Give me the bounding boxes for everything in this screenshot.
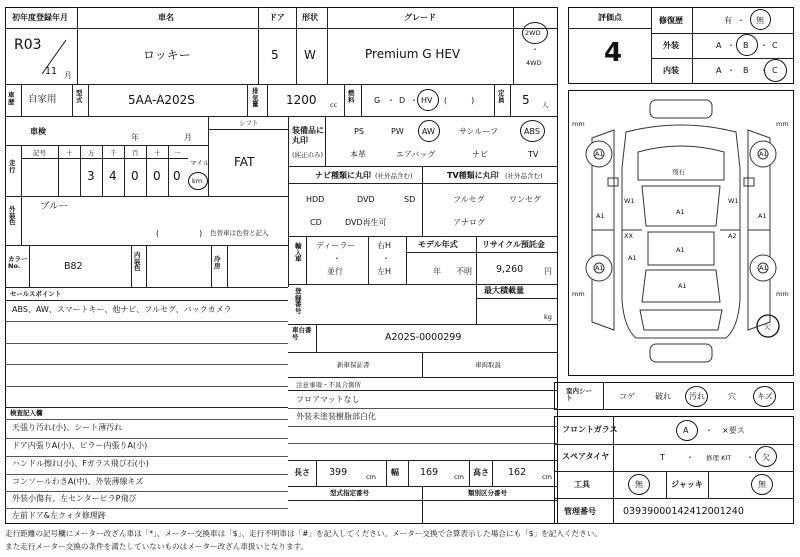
footer-line-2: また走行メーター交換の条件を満たしていないものはメーター改ざん車扱いとなります。 bbox=[5, 542, 309, 551]
seat-tear: 破れ bbox=[655, 392, 671, 401]
diagram-mm-4: mm bbox=[776, 290, 789, 298]
equip-leather: 本革 bbox=[350, 150, 366, 159]
diagram-label-13: A1 bbox=[758, 212, 767, 220]
footer-line-1: 走行距離の記号欄にメーター改ざん車は「*」、メーター交換車は「$」、走行不明車は「#」を記入してください。メーター交換で合算表示した場合にも「$」を記入ください。 bbox=[5, 529, 602, 538]
shape-label: 形状 bbox=[302, 13, 318, 22]
diagram-label-7: XX bbox=[624, 232, 633, 240]
mileage-symbol-label: 記号 bbox=[33, 149, 46, 157]
tv-label: TV種類に丸印 bbox=[447, 171, 499, 180]
jack-value: 無 bbox=[758, 480, 766, 489]
import-dot: ・ bbox=[333, 254, 341, 263]
inspection-label: 車検 bbox=[30, 127, 46, 136]
type-designation-label: 型式指定番号 bbox=[330, 489, 369, 497]
navi-hdd: HDD bbox=[306, 195, 325, 204]
diagram-label-9: A1 bbox=[676, 246, 685, 254]
diagram-label-3: A1 bbox=[759, 264, 768, 272]
color-note: 色替車は色替と記入 bbox=[210, 229, 269, 237]
mileage-digit-3: 0 bbox=[153, 169, 161, 183]
width-label: 幅 bbox=[391, 468, 399, 477]
import-right-h: 右H bbox=[377, 241, 392, 250]
spare-tire-label: スペアタイヤ bbox=[562, 452, 610, 461]
shift-value: FAT bbox=[234, 155, 255, 169]
tv-oneseg: ワンセグ bbox=[509, 195, 541, 204]
diagram-mm-3: mm bbox=[572, 290, 585, 298]
drive-dot: ・ bbox=[531, 45, 539, 54]
import-parallel: 並行 bbox=[327, 267, 343, 276]
import-dot-2: ・ bbox=[382, 254, 390, 263]
repair-no: 無 bbox=[756, 16, 764, 25]
navi-sub: (社外品含む) bbox=[375, 172, 413, 180]
drive-4wd: 4WD bbox=[526, 59, 542, 67]
car-name: ロッキー bbox=[143, 48, 191, 62]
grade-label: グレード bbox=[404, 13, 436, 22]
equip-ps: PS bbox=[354, 127, 364, 136]
tv-analog: アナログ bbox=[453, 218, 485, 227]
height-unit: cm bbox=[542, 473, 552, 481]
fuel-label: 燃料 bbox=[348, 89, 355, 104]
first-reg-label: 初年度登録年月 bbox=[12, 13, 68, 22]
import-left-h: 左H bbox=[377, 267, 392, 276]
chassis-label: 車台番号 bbox=[292, 326, 312, 341]
digit-header-5: 一 bbox=[174, 149, 181, 157]
mileage-digit-4: 0 bbox=[173, 169, 181, 183]
score-value: 4 bbox=[604, 38, 623, 68]
seat-stain: 汚れ bbox=[689, 392, 705, 401]
usage-label: 車歴 bbox=[8, 91, 15, 106]
capacity-unit: 人 bbox=[542, 101, 549, 109]
front-glass-label: フロントガラス bbox=[562, 425, 618, 434]
equip-airbag: エアバッグ bbox=[396, 150, 436, 159]
score-label: 評価点 bbox=[598, 13, 622, 22]
model-year-unit: 年 bbox=[433, 267, 441, 276]
navi-sd: SD bbox=[404, 195, 416, 204]
displacement-unit: cc bbox=[330, 101, 338, 109]
navi-dvd-play: DVD再生可 bbox=[345, 218, 387, 227]
digit-header-0: 十 bbox=[66, 149, 73, 157]
inspector-line-4: 外装小傷有、左センターピラP飛び bbox=[12, 494, 137, 503]
length-value: 399 bbox=[329, 467, 348, 478]
exterior-dot-1: ・ bbox=[727, 41, 735, 50]
tv-sub: (社外品含む) bbox=[505, 172, 543, 180]
diagram-label-0: A1 bbox=[595, 150, 604, 158]
inspector-line-0: 天張り汚れ(小)、シート薄汚れ bbox=[12, 423, 123, 432]
diagram-label-6: W1 bbox=[728, 197, 739, 205]
front-glass-replace: ×要ス bbox=[722, 426, 745, 435]
front-glass-dot: ・ bbox=[705, 426, 713, 435]
diagram-lack: 欠 bbox=[764, 323, 771, 331]
equipment-sub: (純正のみ) bbox=[292, 151, 324, 159]
tools-value: 無 bbox=[635, 480, 643, 489]
owner-manual: 車両取説 bbox=[475, 361, 501, 369]
equipment-label: 装備品に丸印 bbox=[292, 126, 324, 145]
equip-pw: PW bbox=[391, 127, 404, 136]
diagram-label-8: A2 bbox=[728, 232, 737, 240]
exterior-c: C bbox=[772, 41, 778, 50]
inspector-line-3: コンソールわきA(中)、外装薄線キズ bbox=[12, 477, 144, 486]
recycle-yen: 円 bbox=[544, 267, 552, 276]
interior-a: A bbox=[716, 66, 722, 75]
tv-fullseg: フルセグ bbox=[453, 195, 485, 204]
spare-tire-none: 欠 bbox=[762, 453, 770, 462]
width-unit: cm bbox=[454, 473, 464, 481]
interior-dot-2: ・ bbox=[760, 66, 768, 75]
diagram-mm-2: mm bbox=[776, 120, 789, 128]
model-year-unknown: 不明 bbox=[456, 267, 472, 276]
diagram-label-4: A1 bbox=[676, 208, 685, 216]
max-load-unit: kg bbox=[544, 313, 552, 321]
exterior-a: A bbox=[716, 41, 722, 50]
class-number-label: 類別区分番号 bbox=[468, 489, 507, 497]
notes-line-0: フロアマットなし bbox=[296, 395, 360, 404]
diagram-label-1: A1 bbox=[759, 150, 768, 158]
navi-dvd: DVD bbox=[357, 195, 375, 204]
import-label: 輸入車 bbox=[295, 242, 302, 263]
interior-b: B bbox=[743, 66, 749, 75]
registration-label: 登録番号 bbox=[295, 287, 302, 315]
mile-label: マイル bbox=[190, 159, 210, 167]
mileage-digit-0: 3 bbox=[87, 169, 95, 183]
equip-aw: AW bbox=[422, 127, 435, 136]
color-label: 外装色 bbox=[9, 205, 16, 226]
management-label: 管理番号 bbox=[564, 507, 596, 516]
first-reg-month-unit: 月 bbox=[64, 71, 72, 80]
capacity-value: 5 bbox=[522, 93, 530, 107]
usage-value: 自家用 bbox=[28, 94, 57, 105]
inspection-year-unit: 年 bbox=[131, 133, 139, 142]
exterior-dot-2: ・ bbox=[760, 41, 768, 50]
front-glass-value: A bbox=[683, 426, 689, 435]
mileage-label: 走行 bbox=[9, 159, 16, 174]
displacement-value: 1200 bbox=[286, 93, 317, 107]
digit-header-4: 十 bbox=[154, 149, 161, 157]
jack-label: ジャッキ bbox=[671, 480, 703, 489]
diagram-label-10: A1 bbox=[628, 254, 637, 262]
fuel-hv: HV bbox=[421, 96, 433, 105]
management-value: 03939000142412001240 bbox=[623, 506, 744, 517]
notes-label: 注意事項・不具合箇所 bbox=[296, 381, 361, 389]
navi-cd: CD bbox=[310, 218, 322, 227]
fuel-dot-2: ・ bbox=[410, 96, 418, 105]
interior-dot-1: ・ bbox=[727, 66, 735, 75]
import-dealer: ディーラー bbox=[316, 241, 356, 250]
shape-value: W bbox=[304, 48, 316, 62]
exterior-label: 外装 bbox=[663, 41, 679, 50]
length-unit: cm bbox=[366, 473, 376, 481]
diagram-mm-1: mm bbox=[572, 120, 585, 128]
width-value: 169 bbox=[420, 467, 439, 478]
aircon-label: 冷房 bbox=[214, 255, 221, 270]
door-label: ドア bbox=[269, 13, 285, 22]
drive-2wd: 2WD bbox=[525, 29, 541, 37]
model-year-label: モデル年式 bbox=[418, 240, 458, 249]
new-car-warranty: 新車保証書 bbox=[337, 361, 370, 369]
digit-header-3: 百 bbox=[132, 149, 139, 157]
first-reg-year: R03 bbox=[14, 37, 42, 53]
recycle-value: 9,260 bbox=[496, 264, 524, 275]
spare-tire-dot-2: ・ bbox=[746, 453, 754, 462]
interior-seat-label: 室内シート bbox=[566, 387, 592, 402]
shift-label: シフト bbox=[239, 119, 259, 127]
sales-points-label: セールスポイント bbox=[10, 290, 62, 298]
repair-history-label: 修復歴 bbox=[659, 16, 683, 25]
repair-dot: ・ bbox=[737, 16, 745, 25]
capacity-label: 定員 bbox=[498, 89, 505, 104]
fuel-g: G bbox=[374, 96, 381, 105]
interior-c: C bbox=[772, 66, 778, 75]
spare-tire-t: T bbox=[660, 453, 665, 462]
spare-tire-dot: ・ bbox=[686, 453, 694, 462]
equip-tv: TV bbox=[528, 150, 539, 159]
car-diagram bbox=[568, 90, 794, 376]
fuel-dot-1: ・ bbox=[387, 96, 395, 105]
inspection-month-unit: 月 bbox=[184, 133, 192, 142]
inspector-line-1: ドア内張りA(小)、ピラー内張りA(小) bbox=[12, 441, 148, 450]
diagram-label-12: A1 bbox=[596, 212, 605, 220]
inspector-line-5: 左前ドア&左クォタ修理跡 bbox=[12, 511, 106, 520]
diagram-label-5: W1 bbox=[624, 197, 635, 205]
model-value: 5AA-A202S bbox=[128, 93, 195, 107]
digit-header-1: 万 bbox=[88, 149, 95, 157]
mileage-digit-1: 4 bbox=[109, 169, 117, 183]
color-value: ブルー bbox=[40, 201, 69, 212]
interior-label: 内装 bbox=[663, 66, 679, 75]
km-unit: km bbox=[192, 177, 203, 185]
max-load-label: 最大積載量 bbox=[484, 286, 524, 295]
length-label: 長さ bbox=[294, 468, 310, 477]
color-paren: ( ) bbox=[156, 229, 203, 238]
tools-label: 工具 bbox=[574, 480, 590, 489]
diagram-roof-note: 飛石 bbox=[672, 168, 685, 176]
car-name-label: 車名 bbox=[158, 13, 174, 22]
displacement-label: 排気量 bbox=[252, 87, 259, 108]
inspector-line-2: ハンドル擦れ(小)、Fガラス飛び石(小) bbox=[12, 459, 149, 468]
height-label: 高さ bbox=[473, 468, 489, 477]
repair-yes: 有 bbox=[724, 16, 732, 25]
digit-header-2: 千 bbox=[110, 149, 117, 157]
seat-scratch: キズ bbox=[757, 392, 773, 401]
equip-sunroof: サンルーフ bbox=[459, 127, 498, 136]
fuel-paren: ( ) bbox=[444, 96, 475, 105]
seat-hole: 穴 bbox=[728, 392, 736, 401]
spare-tire-kit: 修理 KIT bbox=[706, 454, 732, 462]
equip-abs: ABS bbox=[524, 127, 540, 136]
navi-label: ナビ種類に丸印 bbox=[315, 171, 371, 180]
color-no-value: B82 bbox=[64, 261, 83, 272]
equip-navi: ナビ bbox=[472, 150, 488, 159]
seat-burn: コゲ bbox=[619, 392, 635, 401]
interior-color-label: 内装色 bbox=[134, 251, 141, 272]
mileage-digit-2: 0 bbox=[131, 169, 139, 183]
diagram-label-11: A1 bbox=[678, 282, 687, 290]
fuel-d: D bbox=[399, 96, 406, 105]
height-value: 162 bbox=[508, 467, 527, 478]
first-reg-month: 11 bbox=[45, 66, 58, 77]
notes-line-1: 外装未塗装樹脂部白化 bbox=[296, 412, 376, 421]
door-count: 5 bbox=[271, 48, 279, 62]
diagram-label-2: A1 bbox=[595, 264, 604, 272]
inspector-label: 検査記入欄 bbox=[10, 409, 43, 417]
recycle-label: リサイクル預託金 bbox=[482, 240, 545, 249]
chassis-value: A202S-0000299 bbox=[385, 332, 462, 343]
grade-value: Premium G HEV bbox=[365, 47, 461, 61]
sales-points-text: ABS、AW、スマートキー、他ナビ、フルセグ、バックカメラ bbox=[12, 305, 232, 314]
exterior-b: B bbox=[743, 41, 749, 50]
color-no-label: カラーNo. bbox=[8, 255, 28, 270]
model-label: 型式 bbox=[76, 89, 83, 104]
